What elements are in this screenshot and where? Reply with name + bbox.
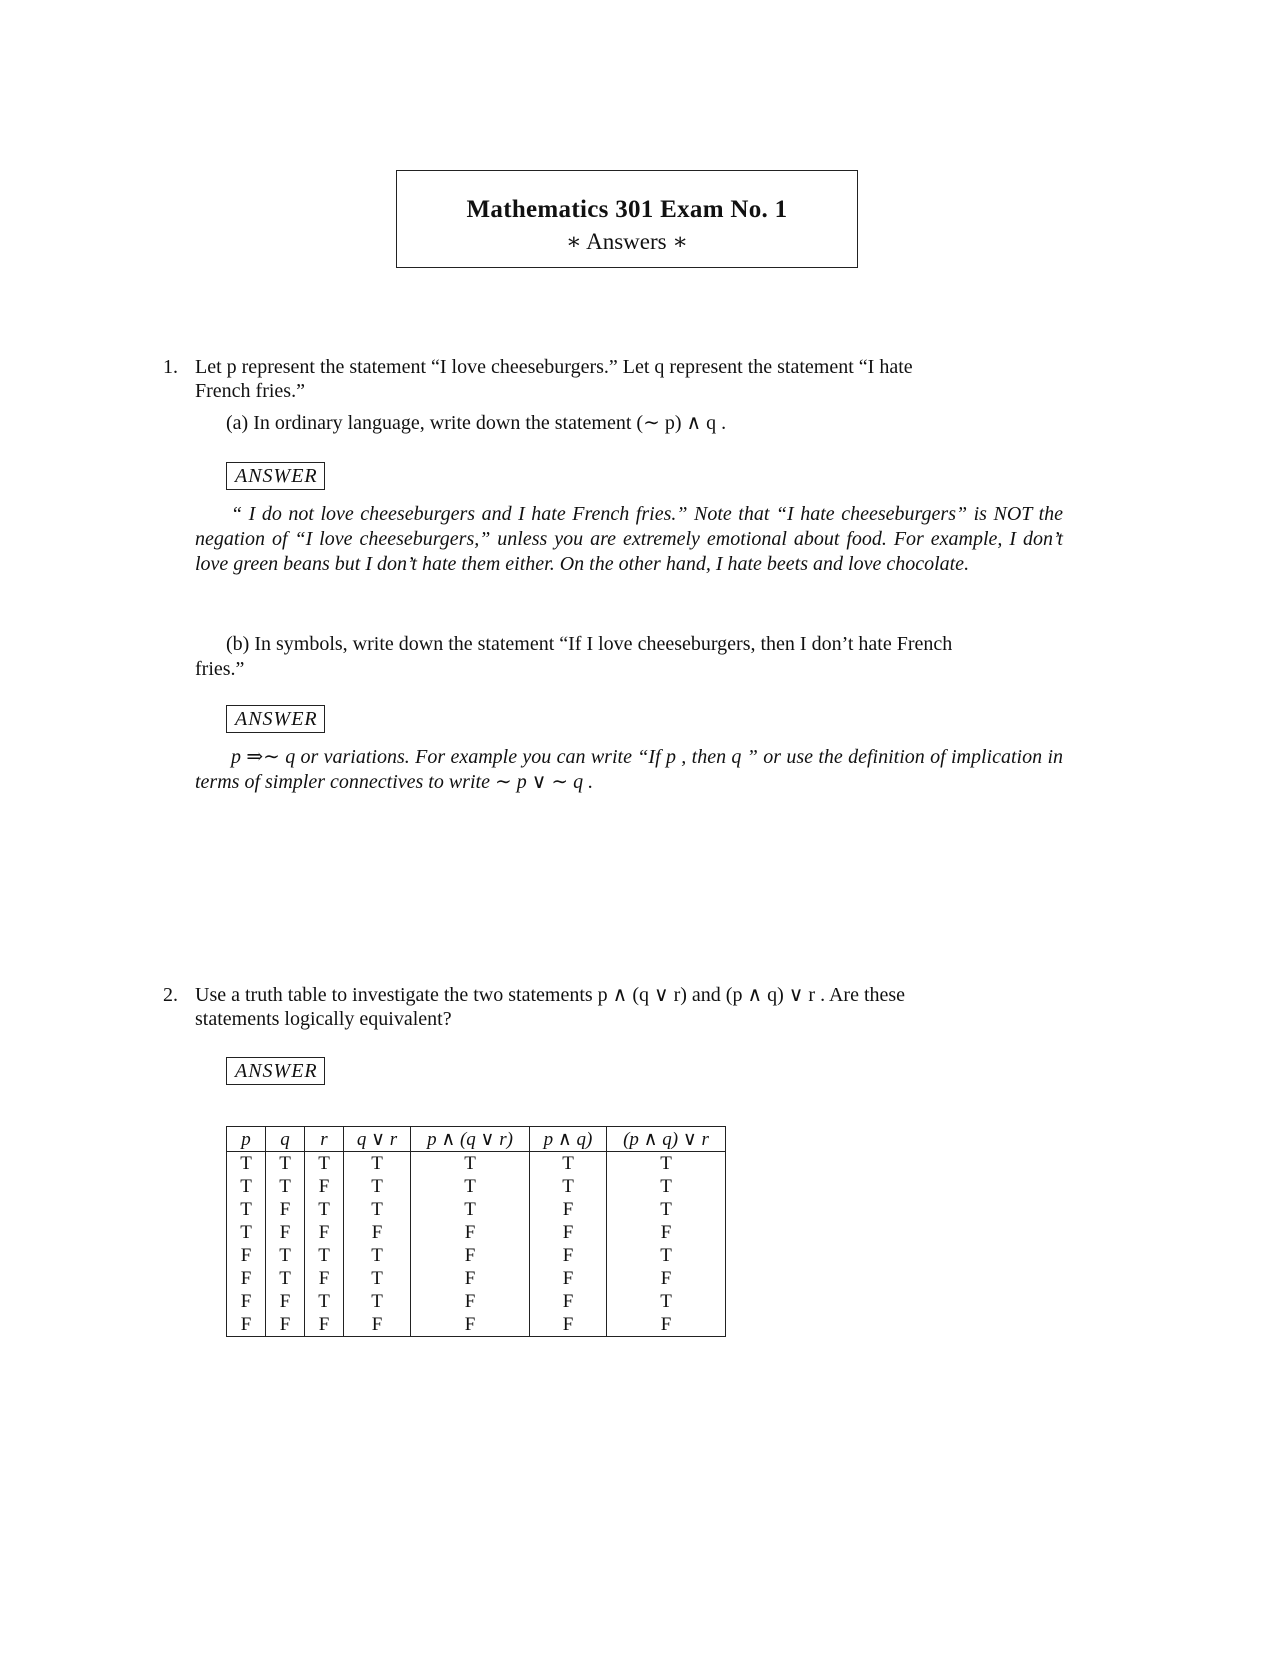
question-1-number: 1. — [163, 356, 178, 378]
table-cell: T — [227, 1152, 266, 1176]
truth-table-header: p — [227, 1127, 266, 1152]
table-cell: T — [344, 1175, 411, 1198]
table-cell: F — [607, 1267, 726, 1290]
table-cell: T — [607, 1290, 726, 1313]
truth-table — [226, 1126, 726, 1337]
table-cell: T — [266, 1267, 305, 1290]
table-cell: F — [305, 1313, 344, 1337]
truth-table-header: (p ∧ q) ∨ r — [607, 1127, 726, 1152]
table-cell: T — [305, 1152, 344, 1176]
table-cell: F — [411, 1244, 530, 1267]
table-cell: F — [266, 1290, 305, 1313]
question-1-part-b-line2: fries.” — [195, 658, 245, 680]
exam-title-box — [396, 170, 858, 268]
table-cell: T — [607, 1244, 726, 1267]
table-cell: F — [266, 1198, 305, 1221]
table-row — [227, 1267, 726, 1290]
question-1-line1: Let p represent the statement “I love cheeseburgers.” Let q represent the statement “I hate — [195, 356, 913, 378]
table-cell: F — [305, 1267, 344, 1290]
table-cell: F — [227, 1290, 266, 1313]
table-cell: F — [530, 1267, 607, 1290]
table-cell: F — [227, 1244, 266, 1267]
table-cell: F — [344, 1313, 411, 1337]
table-cell: F — [411, 1290, 530, 1313]
truth-table-header: p ∧ q) — [530, 1127, 607, 1152]
table-cell: T — [607, 1175, 726, 1198]
table-cell: T — [344, 1198, 411, 1221]
table-cell: T — [305, 1290, 344, 1313]
table-cell: F — [411, 1267, 530, 1290]
exam-title: Mathematics 301 Exam No. 1 — [466, 196, 788, 223]
table-cell: F — [607, 1313, 726, 1337]
table-cell: F — [530, 1244, 607, 1267]
table-row — [227, 1221, 726, 1244]
answer-1a-text — [195, 502, 1063, 577]
table-cell: T — [266, 1244, 305, 1267]
answer-label-1b: ANSWER — [226, 705, 325, 733]
table-row — [227, 1152, 726, 1176]
table-cell: T — [305, 1244, 344, 1267]
answer-label-2: ANSWER — [226, 1057, 325, 1085]
table-cell: T — [227, 1198, 266, 1221]
table-cell: F — [530, 1198, 607, 1221]
table-row — [227, 1175, 726, 1198]
table-row — [227, 1244, 726, 1267]
table-cell: F — [411, 1221, 530, 1244]
table-cell: F — [227, 1267, 266, 1290]
truth-table-header-row — [227, 1127, 726, 1152]
truth-table-header: p ∧ (q ∨ r) — [411, 1127, 530, 1152]
table-cell: T — [411, 1175, 530, 1198]
table-cell: F — [266, 1313, 305, 1337]
table-cell: T — [344, 1290, 411, 1313]
question-1-part-a: (a) In ordinary language, write down the statement (∼ p) ∧ q . — [226, 412, 727, 434]
question-2-number: 2. — [163, 984, 178, 1006]
answer-label-1a: ANSWER — [226, 462, 325, 490]
question-1-part-b-line1: (b) In symbols, write down the statement “If I love cheeseburgers, then I don’t hate French — [226, 633, 953, 655]
table-cell: T — [344, 1267, 411, 1290]
table-cell: F — [411, 1313, 530, 1337]
table-cell: F — [266, 1221, 305, 1244]
table-row — [227, 1290, 726, 1313]
table-cell: F — [530, 1221, 607, 1244]
table-cell: F — [227, 1313, 266, 1337]
answer-1b-text — [195, 745, 1063, 795]
table-cell: F — [607, 1221, 726, 1244]
table-cell: T — [344, 1152, 411, 1176]
truth-table-header: q ∨ r — [344, 1127, 411, 1152]
table-cell: F — [344, 1221, 411, 1244]
question-2-line2: statements logically equivalent? — [195, 1008, 452, 1030]
truth-table-body — [227, 1152, 726, 1337]
truth-table-header: q — [266, 1127, 305, 1152]
table-cell: F — [305, 1175, 344, 1198]
table-cell: T — [530, 1175, 607, 1198]
truth-table-header: r — [305, 1127, 344, 1152]
question-1-line2: French fries.” — [195, 380, 305, 402]
answer-1b-body: p ⇒∼ q or variations. For example you can write “If p , then q ” or use the definition of implication in terms of simpler connectives to write ∼ p ∨ ∼ q . — [195, 746, 1063, 793]
table-cell: T — [227, 1221, 266, 1244]
table-cell: F — [305, 1221, 344, 1244]
table-cell: T — [411, 1152, 530, 1176]
table-cell: T — [607, 1198, 726, 1221]
table-cell: T — [227, 1175, 266, 1198]
exam-subtitle: ∗ Answers ∗ — [566, 229, 688, 254]
answer-1a-body: “ I do not love cheeseburgers and I hate French fries.” Note that “I hate cheeseburgers” is NOT the negation of “I love cheeseburgers,” unless you are extremely emotional about food. For example, I don’t love green beans but I don’t hate them either. On the other hand, I hate beets and love chocolate. — [195, 503, 1063, 575]
table-cell: T — [305, 1198, 344, 1221]
table-cell: T — [344, 1244, 411, 1267]
table-cell: T — [411, 1198, 530, 1221]
table-cell: F — [530, 1290, 607, 1313]
table-row — [227, 1313, 726, 1337]
table-cell: T — [607, 1152, 726, 1176]
table-cell: T — [530, 1152, 607, 1176]
table-row — [227, 1198, 726, 1221]
table-cell: F — [530, 1313, 607, 1337]
table-cell: T — [266, 1152, 305, 1176]
table-cell: T — [266, 1175, 305, 1198]
question-2-line1: Use a truth table to investigate the two statements p ∧ (q ∨ r) and (p ∧ q) ∨ r . Are these — [195, 984, 906, 1006]
